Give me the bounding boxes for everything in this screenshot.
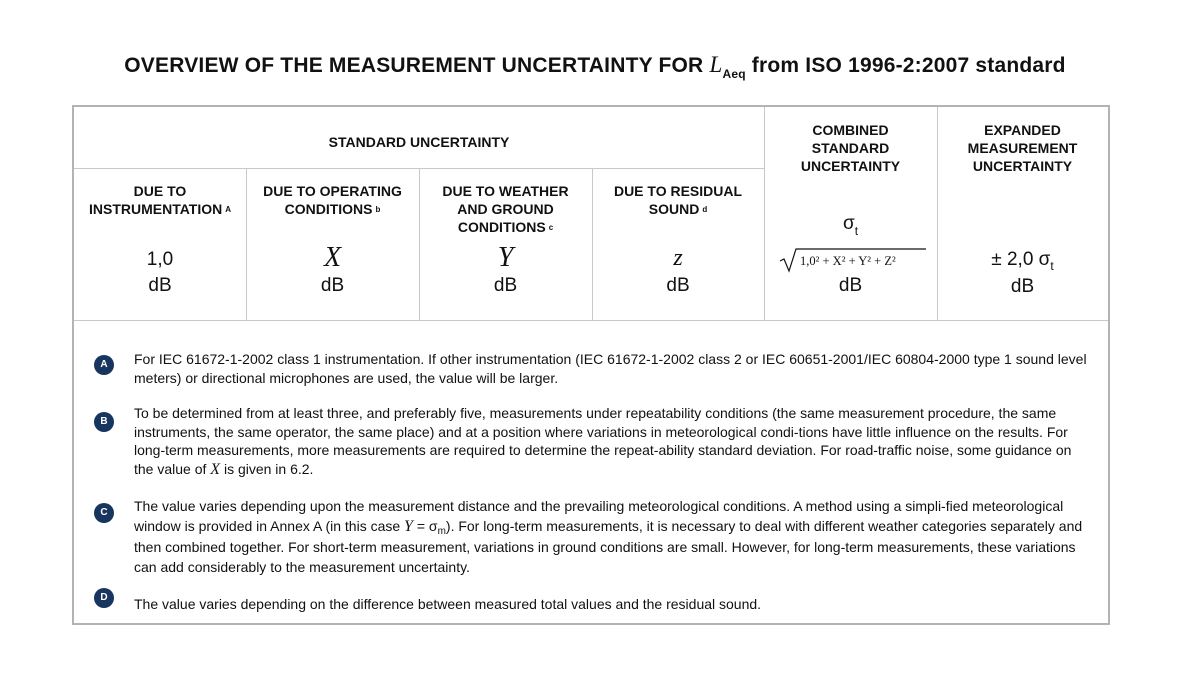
value-variable: z	[673, 245, 683, 271]
value-unit: dB	[320, 275, 345, 296]
title-symbol: L	[709, 52, 723, 77]
instrumentation-value	[74, 247, 246, 299]
note-d-text: The value varies depending on the difference between measured total values and the residual sound.	[134, 596, 762, 612]
expanded-value	[937, 247, 1108, 300]
header-line: AND GROUND	[457, 201, 554, 217]
header-line: DUE TO OPERATING	[263, 183, 402, 199]
table-bottom-divider	[74, 320, 1108, 321]
weather-ground-header	[419, 182, 592, 236]
header-line: CONDITIONS	[457, 219, 546, 235]
note-a-badge: A	[94, 355, 114, 375]
standard-uncertainty-header: STANDARD UNCERTAINTY	[328, 134, 510, 150]
combined-header-line: COMBINED	[812, 122, 889, 138]
note-text-part: The value varies depending upon the measurement distance and the prevailing meteorological conditions. A method using a simpli-fied meteorological window is provided in Annex A (in this case	[134, 498, 1064, 534]
page-title	[0, 52, 1190, 81]
weather-ground-value	[419, 243, 592, 299]
value-variable: Y	[497, 242, 514, 273]
footnote-ref: A	[225, 205, 232, 214]
note-b-text	[134, 404, 1094, 479]
note-text-part: To be determined from at least three, and preferably five, measurements under repeatability conditions (the same measurement procedure, the same instruments, the same operator, the same place) and at a position where variations in meteorological condi-tions have little influence on the results. For long-term measurements, more measurements are required to determine the repeat-ability standard deviation. For road-traffic noise, some guidance on the value of	[134, 405, 1072, 477]
note-a-text: For IEC 61672-1-2002 class 1 instrumentation. If other instrumentation (IEC 61672-1-2002 class 2 or IEC 60651-2001/IEC 60804-2000 type 1 sound level meters) or directional microphones are used, the value will be larger.	[134, 351, 1087, 386]
header-line: DUE TO	[133, 183, 187, 199]
combined-sigma	[764, 213, 937, 238]
residual-sound-header	[592, 182, 764, 218]
note-b-badge: B	[94, 412, 114, 432]
note-variable: X	[210, 460, 221, 478]
residual-sound-value	[592, 243, 764, 299]
header-line: INSTRUMENTATION	[88, 201, 223, 217]
expanded-header	[937, 121, 1108, 175]
header-line: CONDITIONS	[284, 201, 373, 217]
title-subscript: Aeq	[722, 67, 746, 81]
note-text-part: is given in 6.2.	[223, 460, 314, 477]
footnote-ref: c	[548, 223, 554, 232]
formula-text: 1,0² + X² + Y² + Z²	[800, 254, 896, 268]
expanded-header-line: EXPANDED	[984, 122, 1061, 138]
operating-conditions-value	[246, 243, 419, 299]
expanded-header-line: UNCERTAINTY	[972, 158, 1073, 174]
expanded-number: ± 2,0 σ	[991, 249, 1051, 270]
note-equation: = σ	[416, 517, 438, 534]
value-unit: dB	[666, 275, 690, 296]
title-suffix: from ISO 1996-2:2007 standard	[751, 54, 1066, 77]
note-d-badge: D	[94, 588, 114, 608]
uncertainty-table-frame	[72, 105, 1110, 625]
header-line: DUE TO RESIDUAL	[613, 183, 743, 199]
note-text-part: ). For long-term measurements, it is necessary to deal with different weather categories separately and then combined together. For short-term measurement, variations in ground conditions are small. However, for long-term measurements, these variations can add considerably to the measurement uncertainty.	[134, 517, 1083, 575]
value-variable: X	[323, 242, 342, 273]
value-unit: dB	[1010, 276, 1035, 297]
note-c-text	[134, 497, 1094, 577]
footnote-ref: b	[375, 205, 381, 214]
value-unit: dB	[148, 275, 172, 296]
sigma-subscript: t	[854, 224, 859, 238]
combined-unit: dB	[838, 275, 863, 296]
combined-header-line: STANDARD	[811, 140, 890, 156]
combined-header-line: UNCERTAINTY	[800, 158, 901, 174]
expanded-subscript: t	[1050, 259, 1054, 273]
combined-header	[764, 121, 937, 175]
note-variable: Y	[404, 517, 413, 535]
note-equation-subscript: m	[437, 525, 446, 537]
operating-conditions-header	[246, 182, 419, 218]
header-line: DUE TO WEATHER	[442, 183, 569, 199]
instrumentation-header	[74, 182, 246, 218]
expanded-header-line: MEASUREMENT	[967, 140, 1078, 156]
sigma-symbol: σ	[842, 213, 855, 234]
value-unit: dB	[493, 275, 518, 296]
note-c-badge: C	[94, 503, 114, 523]
title-text: OVERVIEW OF THE MEASUREMENT UNCERTAINTY FOR	[124, 54, 704, 77]
sqrt-formula	[778, 247, 928, 273]
footnote-ref: d	[702, 205, 708, 214]
header-line: SOUND	[648, 201, 700, 217]
value-number: 1,0	[146, 249, 174, 270]
